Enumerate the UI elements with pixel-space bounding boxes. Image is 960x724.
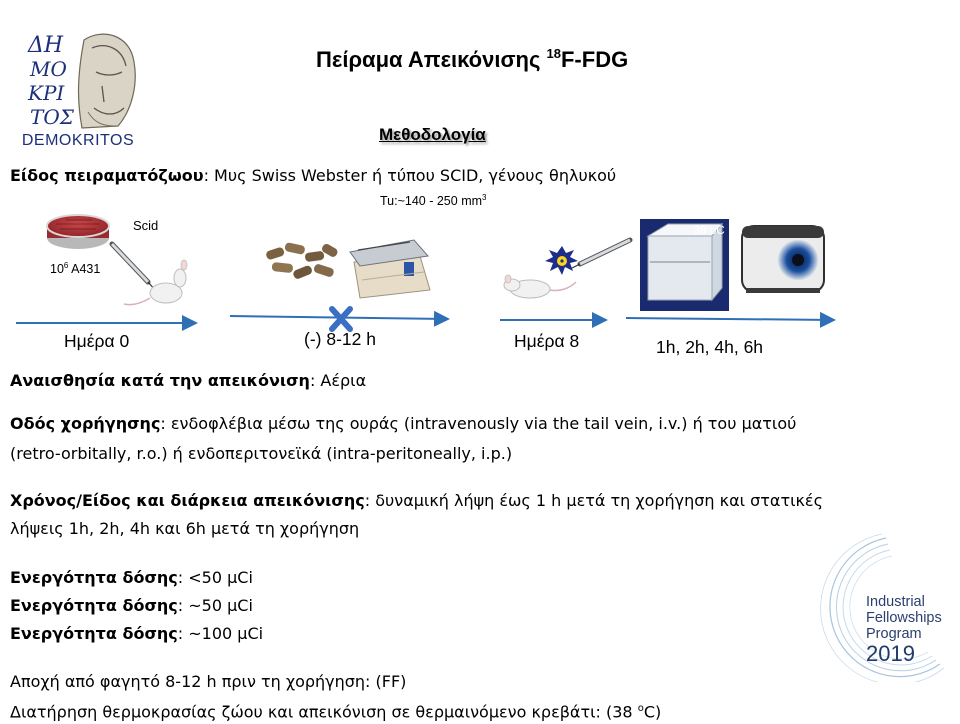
mouse-icon-2 bbox=[504, 275, 576, 298]
cells-suffix: A431 bbox=[68, 262, 101, 276]
dose-line-3 bbox=[10, 622, 263, 646]
ifp-line2: Fellowships bbox=[866, 610, 942, 626]
dose-line-1 bbox=[10, 566, 253, 590]
anesthesia-label: Αναισθησία κατά την απεικόνιση bbox=[10, 371, 310, 390]
industrial-fellowships-logo bbox=[866, 594, 942, 666]
dose-value: : ~50 μCi bbox=[177, 596, 253, 615]
svg-text:ΔΗ: ΔΗ bbox=[28, 33, 64, 58]
imaging-time-line-2: λήψεις 1h, 2h, 4h και 6h μετά τη χορήγηση bbox=[10, 519, 360, 538]
tumor-prefix: Tu:~140 - 250 mm bbox=[380, 194, 483, 208]
cell-count-label bbox=[50, 261, 100, 276]
ifp-year: 2019 bbox=[866, 641, 915, 666]
timeline-arrow-4 bbox=[626, 318, 834, 320]
timeline-label-fasting: (-) 8-12 h bbox=[304, 329, 376, 349]
tumor-sup: 3 bbox=[482, 193, 487, 202]
route-line-1 bbox=[10, 412, 796, 436]
page-title bbox=[316, 46, 628, 73]
dose-label: Ενεργότητα δόσης bbox=[10, 568, 178, 587]
dose-line-2 bbox=[10, 594, 253, 618]
ifp-line3: Program bbox=[866, 626, 922, 642]
section-heading: Μεθοδολογία bbox=[379, 125, 486, 144]
route-value: : ενδοφλέβια μέσω της ουράς (intravenously via the tail vein, i.v.) ή του ματιού bbox=[160, 414, 797, 433]
species-value: : Μυς Swiss Webster ή τύπου SCID, γένους θηλυκού bbox=[203, 166, 617, 185]
syringe-icon-2 bbox=[572, 240, 630, 268]
imaging-time-label: Χρόνος/Είδος και διάρκεια απεικόνισης bbox=[10, 491, 365, 510]
species-label: Είδος πειραματόζωου bbox=[10, 166, 204, 185]
cells-prefix: 10 bbox=[50, 262, 64, 276]
species-line bbox=[10, 164, 616, 188]
dose-value: : ~100 μCi bbox=[177, 624, 264, 643]
timeline-label-day8: Ημέρα 8 bbox=[514, 331, 580, 351]
food-pellets-icon bbox=[265, 242, 339, 280]
title-superscript: 18 bbox=[546, 46, 561, 61]
svg-text:ΤΟΣ: ΤΟΣ bbox=[30, 105, 74, 129]
cross-icon bbox=[332, 309, 350, 329]
ifp-line1: Industrial bbox=[866, 594, 925, 610]
temperature-sup: o bbox=[637, 703, 644, 714]
cage-icon bbox=[350, 240, 430, 298]
svg-text:ΚΡΙ: ΚΡΙ bbox=[28, 81, 65, 105]
imaging-time-line-1 bbox=[10, 489, 823, 513]
logo-wordmark: DEMOKRITOS bbox=[21, 132, 135, 149]
route-line-2: (retro-orbitally, r.o.) ή ενδοπεριτονεϊκά (intra-peritoneally, i.p.) bbox=[10, 444, 513, 463]
anesthesia-line bbox=[10, 369, 366, 393]
title-suffix: F-FDG bbox=[560, 47, 629, 72]
cells-sup: 6 bbox=[63, 261, 69, 270]
pet-scanner-icon bbox=[742, 226, 824, 293]
radiation-icon bbox=[545, 246, 578, 275]
fasting-note: Αποχή από φαγητό 8-12 h πριν τη χορήγηση: (FF) bbox=[10, 672, 407, 691]
chamber-temperature-label: 38 oC bbox=[694, 225, 725, 237]
scid-label: Scid bbox=[133, 218, 159, 233]
imaging-time-value: : δυναμική λήψη έως 1 h μετά τη χορήγηση και στατικές bbox=[364, 491, 823, 510]
anesthesia-value: : Αέρια bbox=[309, 371, 367, 390]
timeline-label-day0: Ημέρα 0 bbox=[64, 331, 130, 351]
syringe-icon bbox=[112, 244, 156, 291]
temperature-prefix: Διατήρηση θερμοκρασίας ζώου και απεικόνιση σε θερμαινόμενο κρεβάτι: (38 bbox=[10, 702, 638, 722]
petri-dish-icon bbox=[47, 215, 109, 249]
timeline-label-timepoints: 1h, 2h, 4h, 6h bbox=[656, 337, 764, 357]
dose-value: : <50 μCi bbox=[177, 568, 253, 587]
dose-label: Ενεργότητα δόσης bbox=[10, 596, 178, 615]
title-prefix: Πείραμα Απεικόνισης bbox=[316, 47, 547, 72]
temperature-suffix: C) bbox=[643, 702, 662, 722]
dose-label: Ενεργότητα δόσης bbox=[10, 624, 178, 643]
route-label: Οδός χορήγησης bbox=[10, 414, 161, 433]
svg-text:ΜΟ: ΜΟ bbox=[30, 57, 67, 81]
